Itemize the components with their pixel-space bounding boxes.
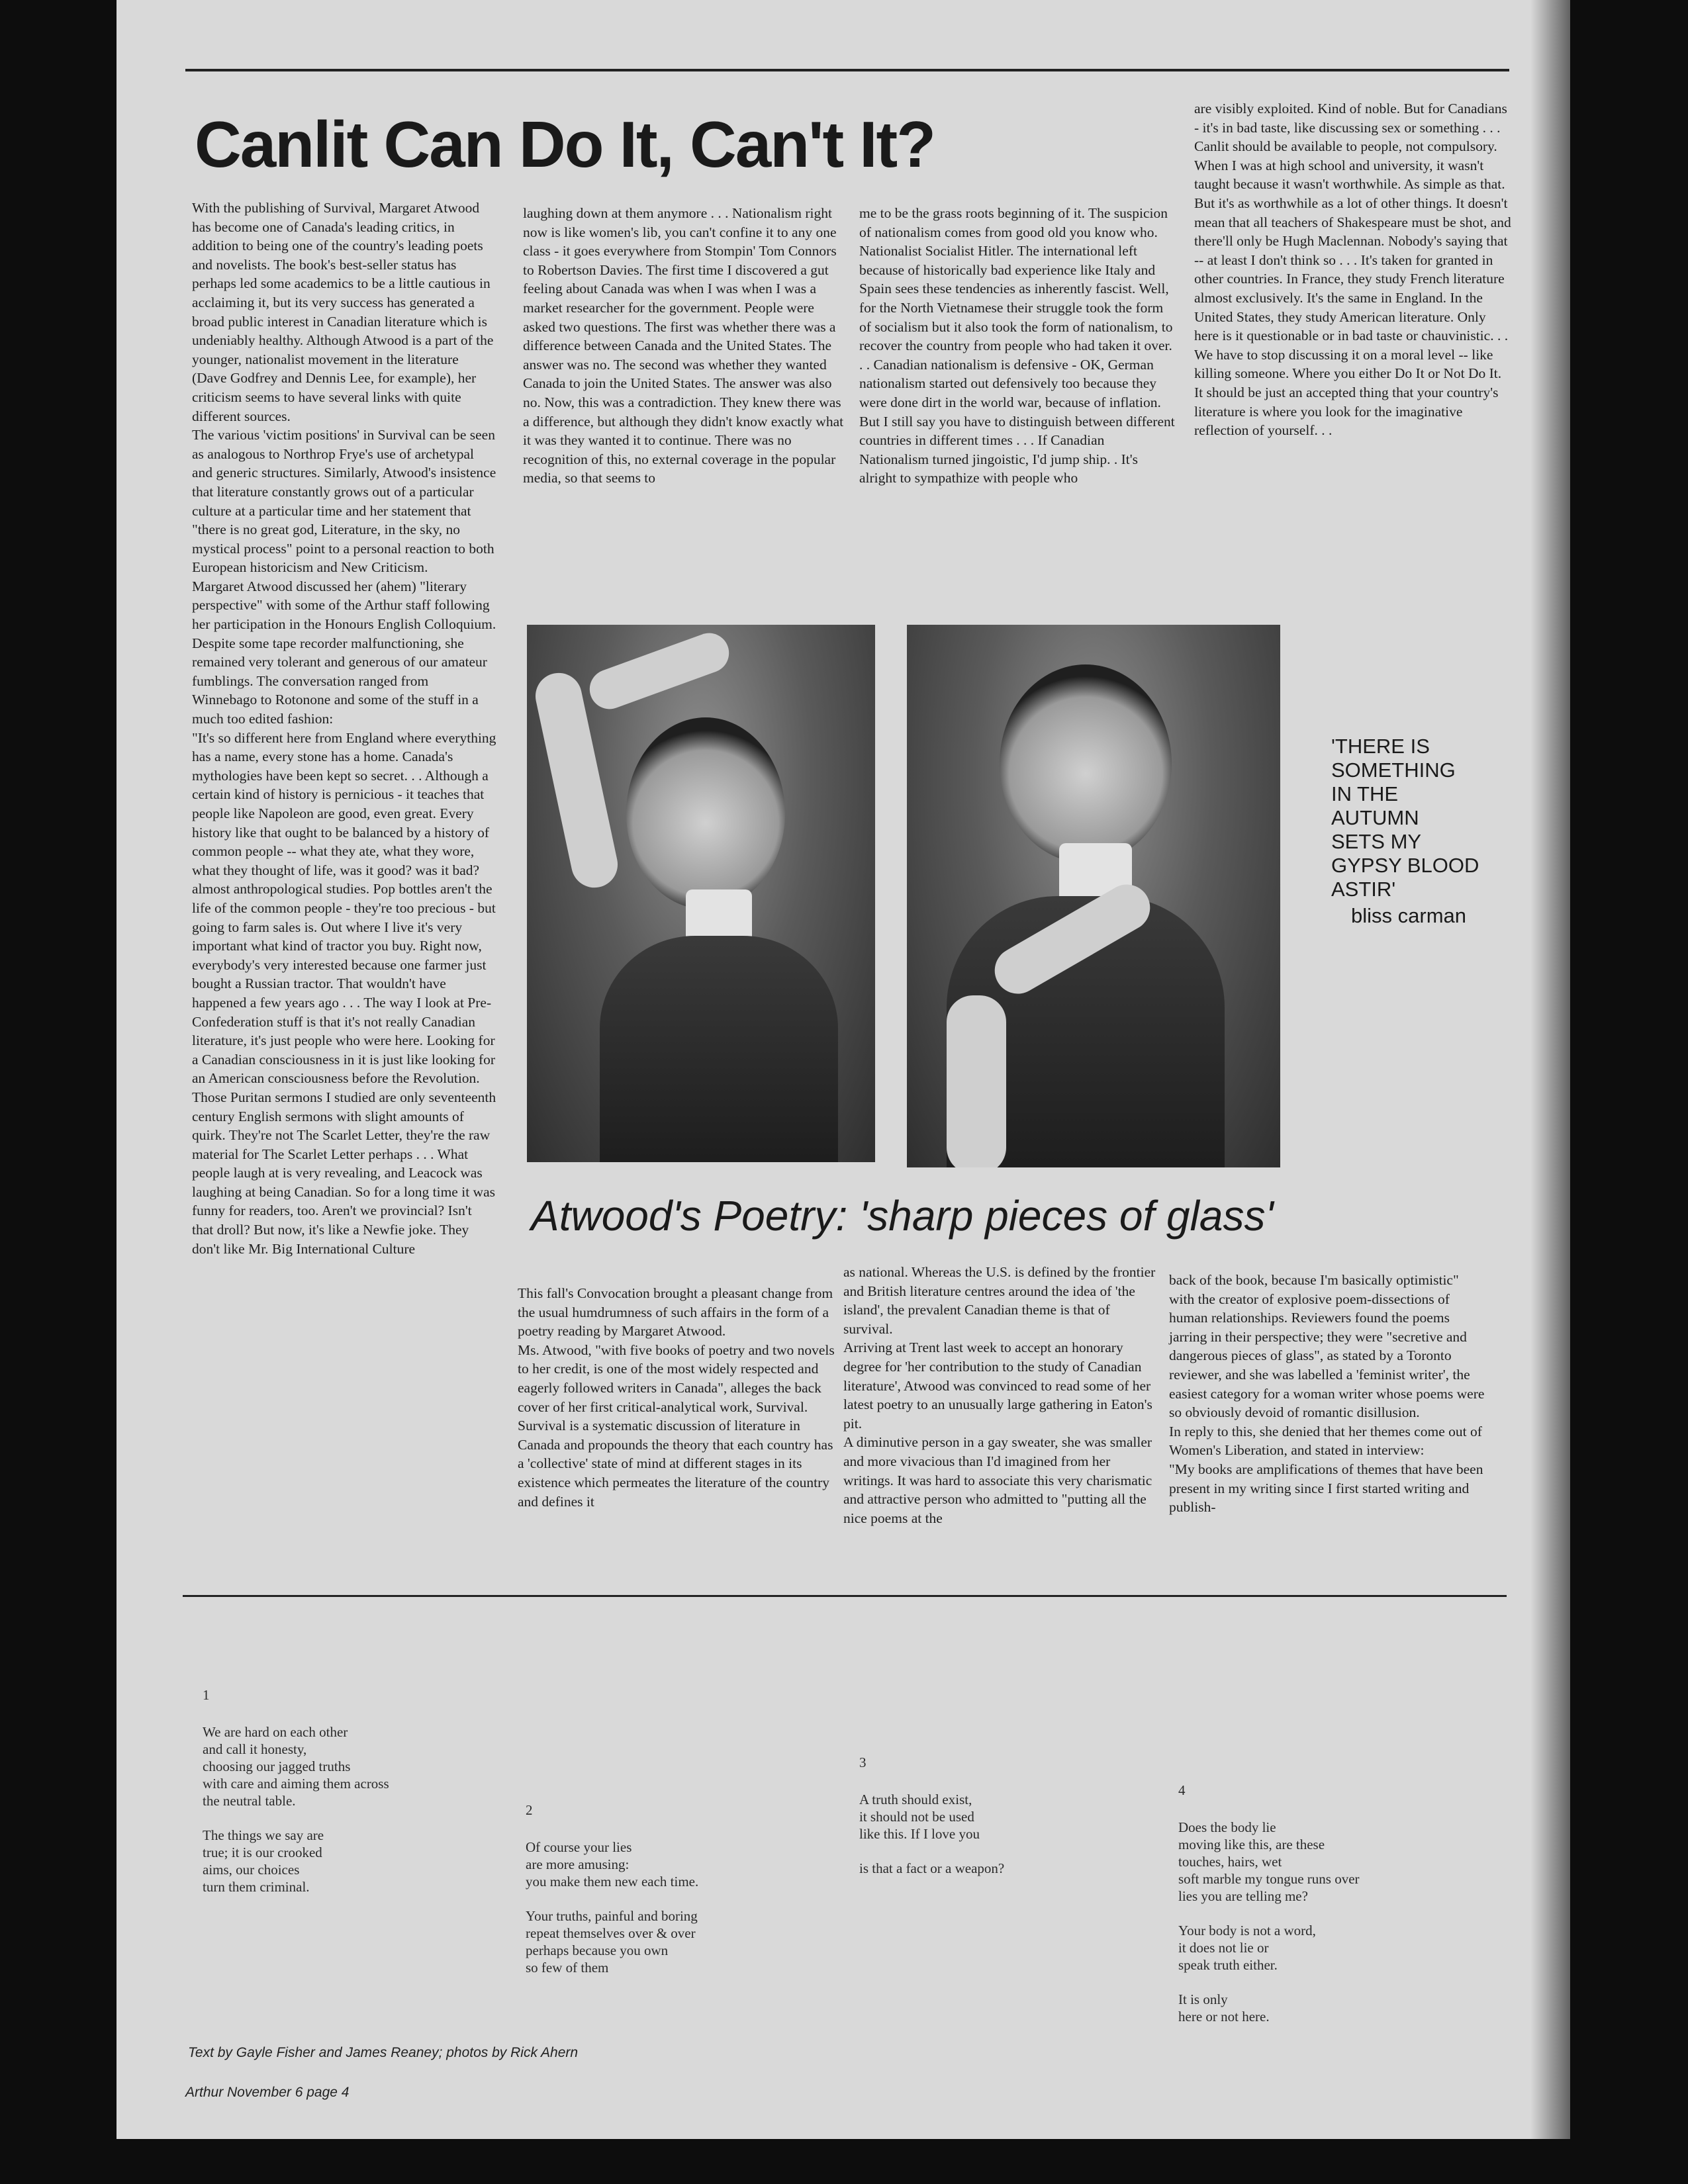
poem-4-stanza-3: It is only here or not here. <box>1178 1991 1270 2025</box>
article2-column-3 <box>1169 1271 1487 1517</box>
pull-quote-attribution: bliss carman <box>1351 904 1466 927</box>
bottom-rule <box>183 1595 1507 1597</box>
photo-atwood-left <box>527 625 875 1162</box>
poem-2 <box>526 1801 810 1993</box>
article1-column-1 <box>192 199 496 1258</box>
article1-column-3 <box>859 204 1177 488</box>
subheadline: Atwood's Poetry: 'sharp pieces of glass' <box>531 1192 1274 1240</box>
article2-col3-text: back of the book, because I'm basically optimistic" with the creator of explosive poem-dissections of human relationships. Reviewers found the poems jarring in their perspective; they were "secretive and dangerous pieces of glass", as stated by a Toronto reviewer, and she was labelled a 'feminist writer', the easiest category for a woman writer whose poems were so obviously devoid of romantic disillusion. In reply to this, she denied that her themes come out of Women's Liberation, and stated in interview: "My books are amplifications of themes that have been present in my writing since I first started writing and publish- <box>1169 1272 1485 1516</box>
credits-line: Text by Gayle Fisher and James Reaney; photos by Rick Ahern <box>188 2045 579 2060</box>
pull-quote <box>1331 735 1530 928</box>
poem-3-stanza-2: is that a fact or a weapon? <box>859 1860 1005 1876</box>
poem-4 <box>1178 1782 1483 2042</box>
photo-atwood-right <box>907 625 1280 1167</box>
article1-col1-text: With the publishing of Survival, Margaret Atwood has become one of Canada's leading critics, in addition to being one of the country's leading poets and novelists. The book's best-seller status has perhaps led some academics to be a little cautious in acclaiming it, but its very success has generated a broad public interest in Canadian literature which is undeniably healthy. Although Atwood is a part of the younger, nationalist movement in the literature (Dave Godfrey and Dennis Lee, for example), her criticism seems to have several links with quite different sources. The various 'victim positions' in Survival can be seen as analogous to Northrop Frye's use of archetypal and generic structures. Similarly, Atwood's insistence that literature constantly grows out of a particular culture at a particular time and her statement that "there is no great god, Literature, in the sky, no mystical process" point to a personal reaction to both European historicism and New Criticism. Margaret Atwood discussed her (ahem) "literary perspective" with some of the Arthur staff following her participation in the Honours English Colloquium. Despite some tape recorder malfunctioning, she remained very tolerant and generous of our amateur fumblings. The conversation ranged from Winnebago to Rotonone and some of the stuff in a much too edited fashion: "It's so different here from England where everything has a name, every stone has a home. Canada's mythologies have been kept so secret. . . Although a certain kind of history is pernicious - it teaches that people like Napoleon are good, even great. Every history like that ought to be balanced by a history of common people -- what they ate, what they wore, what they thought of life, was it good? was it bad? almost anthropological studies. Pop bottles aren't the life of the common people - they're too precious - but going to farm sales is. Out where I live it's very important what kind of tractor you buy. Right now, everybody's very interested because one farmer just bought a Russian tractor. That wouldn't have happened a few years ago . . . The way I look at Pre-Confederation stuff is that it's not really Canadian literature, it's just people who were here. Looking for a Canadian consciousness in it is just like looking for an American consciousness before the Revolution. Those Puritan sermons I studied are only seventeenth century English sermons with slight amounts of quirk. They're not The Scarlet Letter, they're the raw material for The Scarlet Letter perhaps . . . What people laugh at is very revealing, and Leacock was laughing at being Canadian. So for a long time it was funny for readers, too. Aren't we provincial? Isn't that droll? But now, it's like a Newfie joke. They don't like Mr. Big International Culture <box>192 200 496 1257</box>
poem-1-number: 1 <box>203 1687 210 1703</box>
poem-4-stanza-2: Your body is not a word, it does not lie or speak truth either. <box>1178 1923 1316 1973</box>
article1-column-4 <box>1194 99 1512 440</box>
article2-column-1 <box>518 1284 839 1511</box>
page-fold-shadow <box>1530 0 1570 2139</box>
poem-2-stanza-1: Of course your lies are more amusing: you make them new each time. <box>526 1839 699 1889</box>
poem-1-stanza-2: The things we say are true; it is our crooked aims, our choices turn them criminal. <box>203 1827 324 1895</box>
article1-col4-text: are visibly exploited. Kind of noble. But for Canadians - it's in bad taste, like discussing sex or something . . . Canlit should be available to people, not compulsory. When I was at high school and university, it wasn't taught because it wasn't worthwhile. As simple as that. But it's as worthwhile as a lot of other things. It doesn't mean that all teachers of Shakespeare must be shot, and there'll only be Hugh Maclennan. Nobody's saying that -- at least I don't think so . . . It's taken for granted in other countries. In France, they study French literature almost exclusively. It's the same in England. In the United States, they study American literature. Only here is it questionable or in bad taste or chauvinistic. . . We have to stop discussing it on a moral level -- like killing someone. Where you either Do It or Not Do It. It should be just an accepted thing that your country's literature is where you look for the imaginative reflection of yourself. . . <box>1194 101 1511 439</box>
poem-4-stanza-1: Does the body lie moving like this, are these touches, hairs, wet soft marble my tongue runs over lies you are telling me? <box>1178 1819 1360 1904</box>
headline: Canlit Can Do It, Can't It? <box>195 108 935 181</box>
pull-quote-text: 'THERE IS SOMETHING IN THE AUTUMN SETS MY GYPSY BLOOD ASTIR' <box>1331 735 1479 901</box>
poem-3-number: 3 <box>859 1754 867 1770</box>
poem-2-stanza-2: Your truths, painful and boring repeat themselves over & over perhaps because you own so few of them <box>526 1908 698 1976</box>
poem-2-number: 2 <box>526 1802 533 1818</box>
poem-1-stanza-1: We are hard on each other and call it honesty, choosing our jagged truths with care and aiming them across the neutral table. <box>203 1724 389 1809</box>
article2-col2-text: as national. Whereas the U.S. is defined by the frontier and British literature centres around the idea of 'the island', the prevalent Canadian theme is that of survival. Arriving at Trent last week to accept an honorary degree for 'her contribution to the study of Canadian literature', Atwood was convinced to read some of her latest poetry to an unusually large gathering in Eaton's pit. A diminutive person in a gay sweater, she was smaller and more vivacious than I'd imagined from her writings. It was hard to associate this very charismatic and attractive person who admitted to "putting all the nice poems at the <box>843 1264 1156 1526</box>
article1-col3-text: me to be the grass roots beginning of it. The suspicion of nationalism comes from good old you know who. Nationalist Socialist Hitler. The international left because of historically bad experience like Italy and Spain sees these tendencies as inherently fascist. Well, for the North Vietnamese their struggle took the form of socialism but it also took the form of nationalism, to recover the country from people who had taken it over. . . Canadian nationalism is defensive - OK, German nationalism started out defensively too because they were done dirt in the world war, because of inflation. But I still say you have to distinguish between different countries in different times . . . If Canadian Nationalism turned jingoistic, I'd jump ship. . It's alright to sympathize with people who <box>859 205 1175 486</box>
article2-col1-text: This fall's Convocation brought a pleasant change from the usual humdrumness of such affairs in the form of a poetry reading by Margaret Atwood. Ms. Atwood, "with five books of poetry and two novels to her credit, is one of the most widely respected and eagerly followed writers in Canada", alleges the back cover of her first critical-analytical work, Survival. Survival is a systematic discussion of literature in Canada and propounds the theory that each country has a 'collective' state of mind at different stages in its existence which permeates the literature of the country and defines it <box>518 1285 835 1510</box>
article2-column-2 <box>843 1263 1161 1527</box>
page-footer: Arthur November 6 page 4 <box>185 2085 350 2100</box>
poem-4-number: 4 <box>1178 1782 1186 1798</box>
poem-1 <box>203 1686 487 1913</box>
poem-3 <box>859 1754 1144 1894</box>
top-rule <box>185 69 1509 71</box>
article1-col2-text: laughing down at them anymore . . . Nationalism right now is like women's lib, you can't confine it to any one class - it goes everywhere from Stompin' Tom Connors to Robertson Davies. The first time I discovered a gut feeling about Canada was when I was when I was a market researcher for the government. People were asked two questions. The first was whether there was a difference between Canada and the United States. The answer was no. The second was whether they wanted Canada to join the United States. The answer was also no. Now, this was a contradiction. They knew there was a difference, but although they didn't know exactly what it was they wanted it to continue. There was no recognition of this, no external coverage in the popular media, so that seems to <box>523 205 844 486</box>
poem-3-stanza-1: A truth should exist, it should not be used like this. If I love you <box>859 1792 980 1842</box>
article1-column-2 <box>523 204 847 488</box>
newspaper-page <box>117 0 1570 2139</box>
